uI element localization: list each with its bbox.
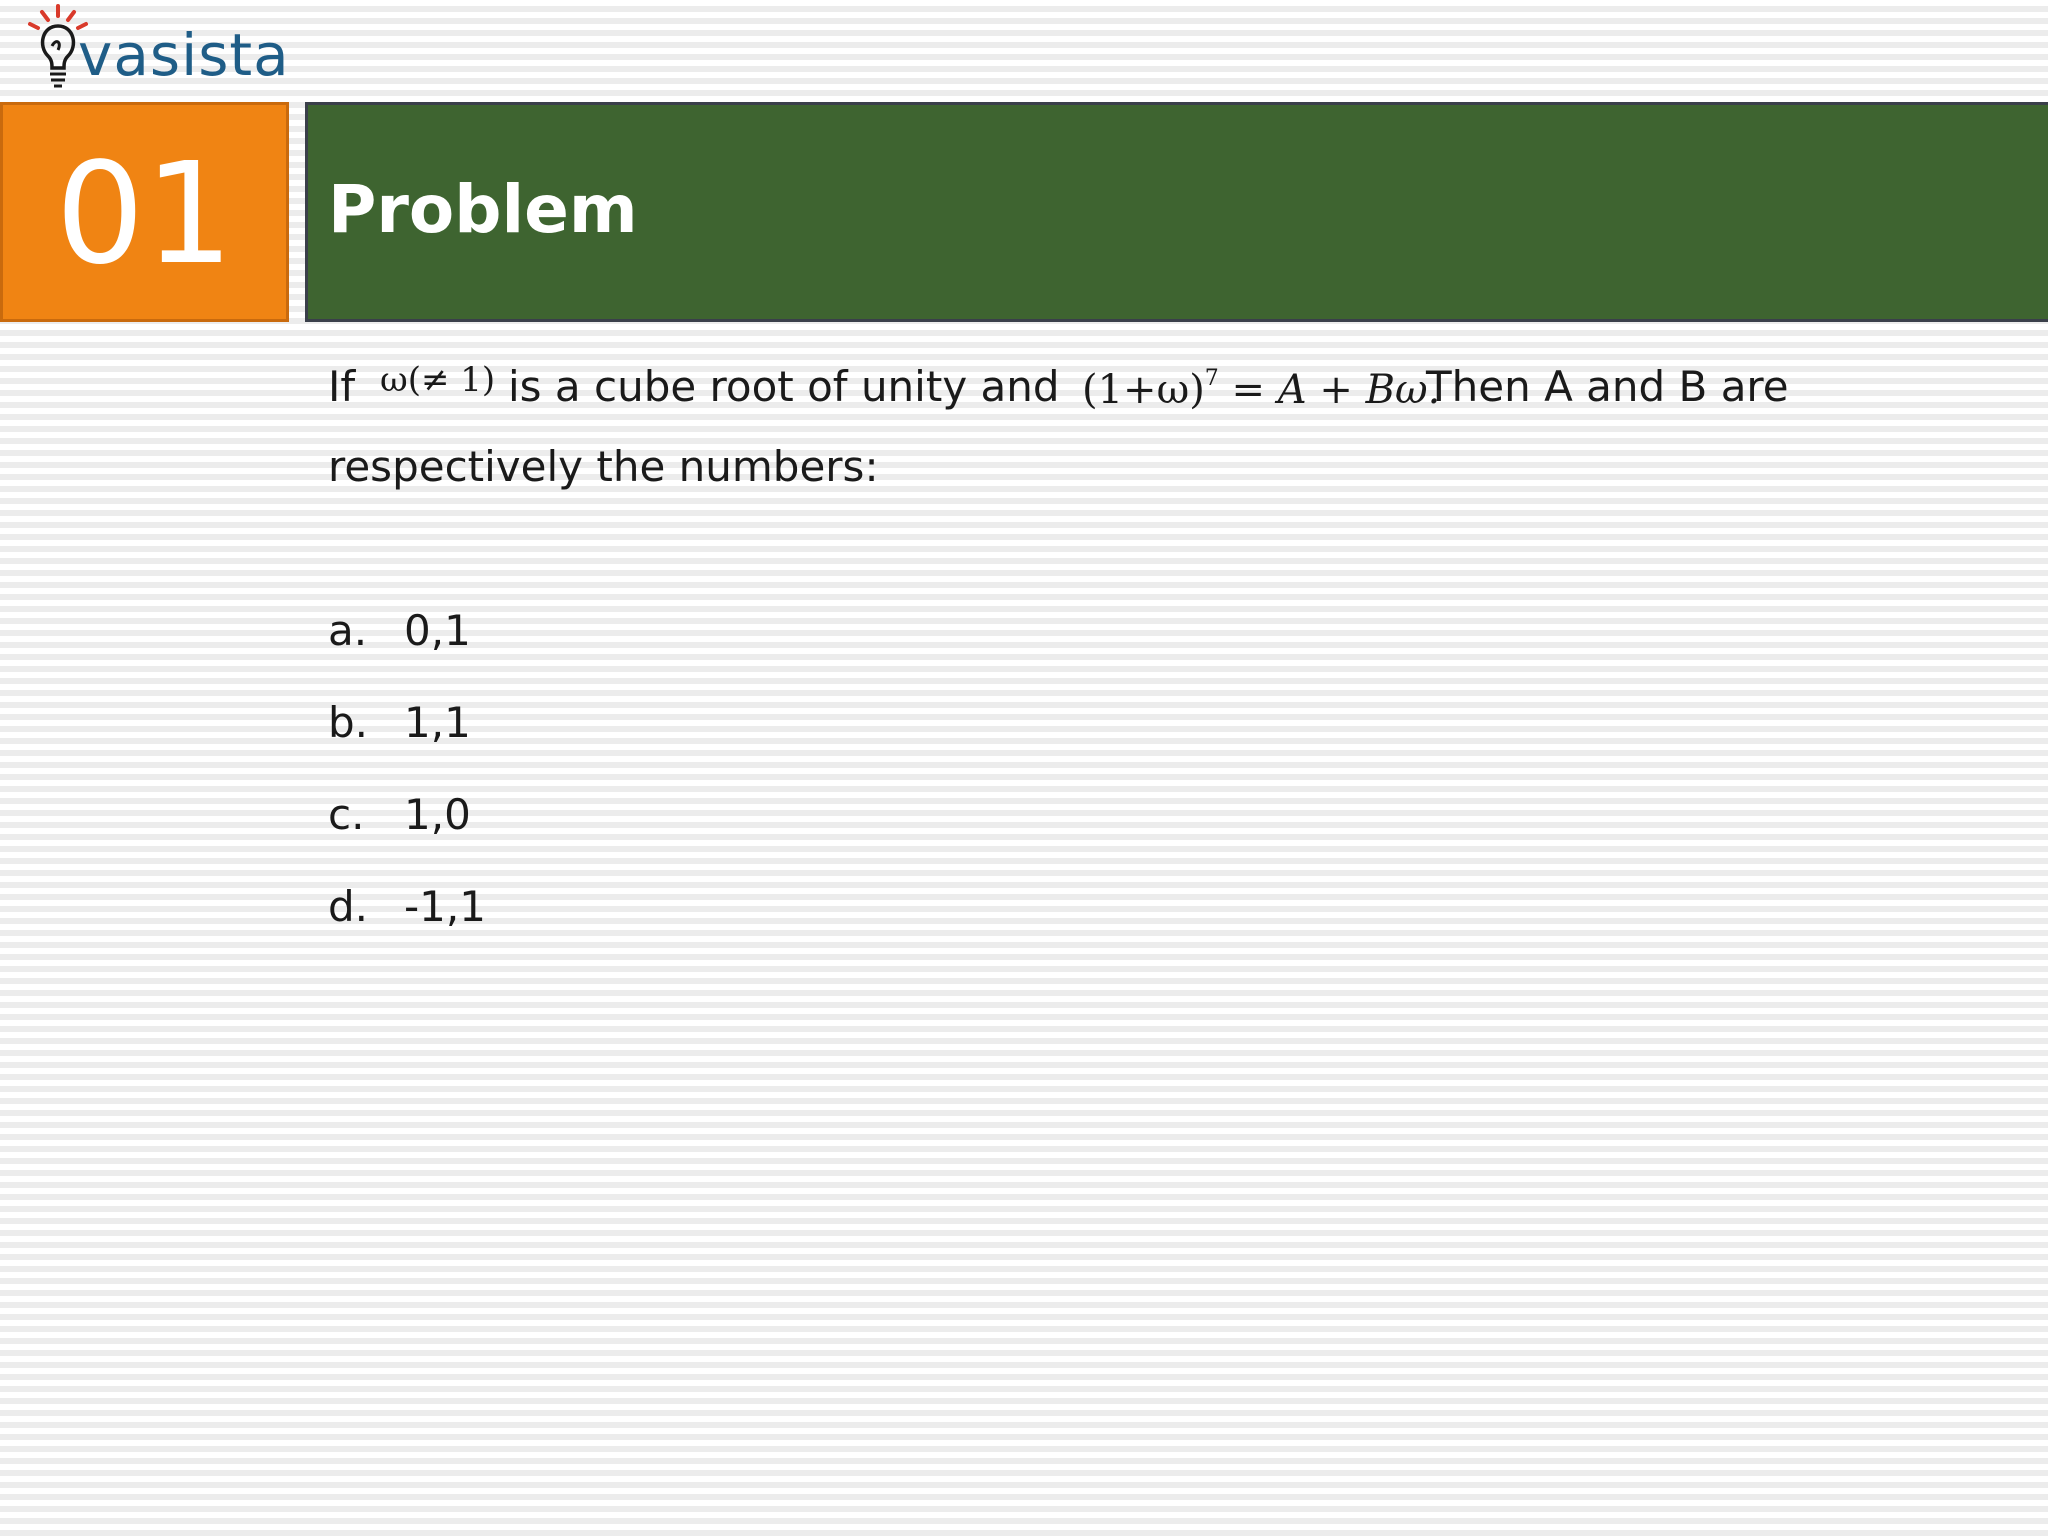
option-value: 1,0	[404, 790, 471, 839]
question-content	[328, 350, 2008, 974]
option-letter: c.	[328, 790, 365, 839]
option-value: 0,1	[404, 606, 471, 655]
question-line-1	[328, 350, 2008, 430]
option-value: -1,1	[404, 882, 486, 931]
omega-expression: ω(≠ 1)	[380, 360, 496, 400]
option-value: 1,1	[404, 698, 471, 747]
option-c	[328, 790, 2008, 882]
equation-left: (1+ω)	[1082, 367, 1205, 413]
slide-title: Problem	[328, 171, 638, 248]
slide-number-box	[0, 102, 289, 322]
option-letter: b.	[328, 698, 369, 747]
logo-text: vasista	[78, 21, 290, 89]
question-line-2: respectively the numbers:	[328, 442, 879, 491]
equation-exponent: 7	[1204, 366, 1219, 391]
option-letter: d.	[328, 882, 369, 931]
question-text-cube-root: is a cube root of unity and	[508, 362, 1060, 411]
option-a	[328, 606, 2008, 698]
vasista-logo	[20, 2, 300, 98]
slide-number: 01	[55, 133, 234, 296]
title-bar	[305, 102, 2048, 322]
option-letter: a.	[328, 606, 368, 655]
option-d	[328, 882, 2008, 974]
answer-options	[328, 606, 2008, 974]
question-text-then: Then A and B are	[1426, 362, 1789, 411]
equation-right: = A + Bω.	[1231, 367, 1441, 413]
option-b	[328, 698, 2008, 790]
question-text-if: If	[328, 362, 356, 411]
equation	[1082, 366, 1440, 413]
